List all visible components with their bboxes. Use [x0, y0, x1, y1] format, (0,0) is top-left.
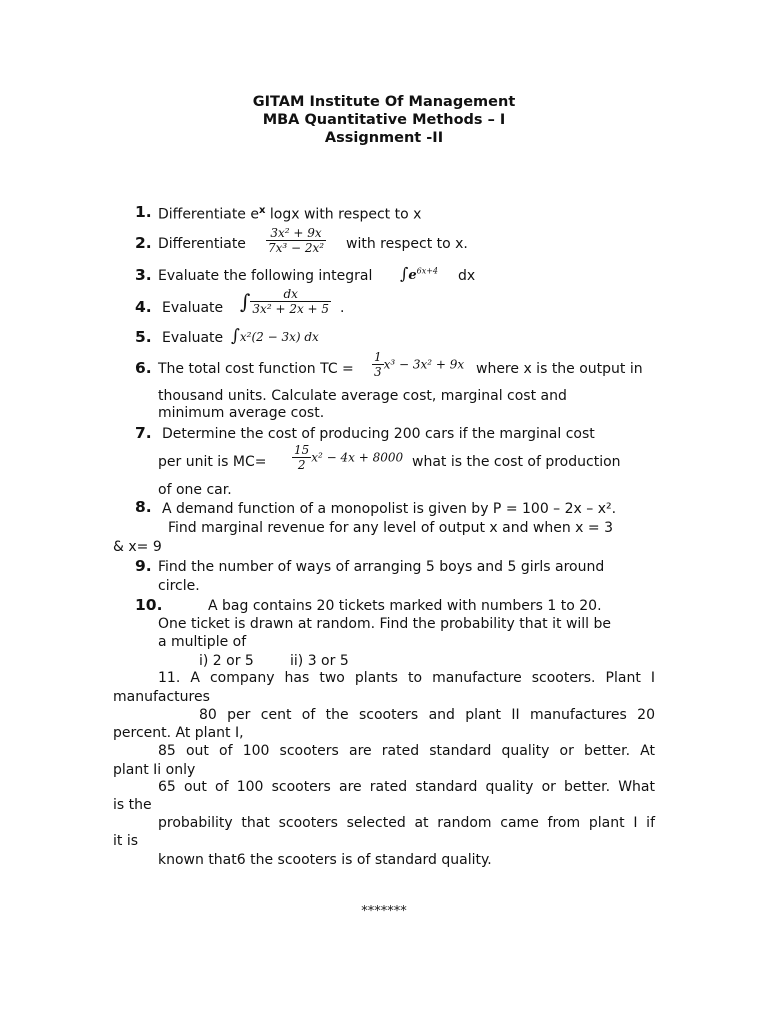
- question-11-line-3: 80 per cent of the scooters and plant II manufactures 20: [199, 707, 655, 723]
- question-1: [158, 205, 421, 223]
- question-11-line-11: known that6 the scooters is of standard quality.: [158, 852, 492, 868]
- integral-sign: ∫: [400, 264, 409, 283]
- question-4-numerator: dx: [250, 287, 331, 302]
- question-5-text-a: Evaluate: [162, 330, 224, 346]
- question-8-line-1: A demand function of a monopolist is given by P = 100 – 2x – x².: [162, 501, 617, 517]
- question-10-line-2: One ticket is drawn at random. Find the probability that it will be: [158, 616, 612, 632]
- question-6-text-b: where x is the output in: [476, 361, 643, 377]
- end-marker: *******: [361, 904, 407, 919]
- question-number-4: 4.: [135, 298, 152, 316]
- question-7-denominator: 2: [297, 458, 306, 472]
- question-11-line-9: probability that scooters selected at random came from plant I if: [158, 815, 655, 831]
- question-9-line-1: Find the number of ways of arranging 5 boys and 5 girls around: [158, 559, 605, 575]
- question-5-integrand: x²(2 − 3x) dx: [239, 330, 319, 344]
- question-6-expression: [372, 350, 464, 379]
- integral-sign: ∫: [231, 326, 240, 346]
- question-1-sup: x: [259, 205, 266, 216]
- question-11-line-6: plant Ii only: [113, 762, 196, 778]
- question-1-text-a: Differentiate e: [158, 206, 259, 223]
- question-7-text-a: per unit is MC=: [158, 454, 267, 470]
- question-5-expression: [231, 326, 319, 346]
- question-number-9: 9.: [135, 557, 152, 575]
- question-number-10: 10.: [135, 596, 163, 614]
- question-11-line-5: 85 out of 100 scooters are rated standard quality or better. At: [158, 743, 655, 759]
- question-4-text-a: Evaluate: [162, 300, 224, 316]
- question-number-2: 2.: [135, 234, 152, 252]
- question-3-base: e: [408, 268, 417, 283]
- question-number-7: 7.: [135, 424, 152, 442]
- question-2-numerator: 3x² + 9x: [266, 226, 326, 241]
- question-number-8: 8.: [135, 498, 152, 516]
- question-11-line-2: manufactures: [113, 689, 210, 705]
- institute-title: GITAM Institute Of Management: [252, 94, 516, 110]
- question-11-line-7: 65 out of 100 scooters are rated standard quality or better. What: [158, 779, 655, 795]
- question-3-exponent: 6x+4: [416, 266, 439, 276]
- question-6-polynomial: x³ − 3x² + 9x: [383, 357, 465, 372]
- question-4-text-b: .: [340, 300, 345, 316]
- course-title: MBA Quantitative Methods – I: [262, 112, 506, 128]
- question-11-line-4: percent. At plant I,: [113, 725, 244, 741]
- question-11-line-10: it is: [113, 833, 139, 849]
- integral-sign: ∫: [240, 289, 251, 314]
- question-1-text-b: logx with respect to x: [265, 206, 422, 223]
- question-4-expression: [240, 287, 331, 316]
- question-7-numerator: 15: [294, 443, 310, 457]
- question-7-expression: [292, 443, 403, 472]
- question-number-6: 6.: [135, 359, 152, 377]
- question-7-line-1: Determine the cost of producing 200 cars if the marginal cost: [162, 426, 595, 442]
- question-6-denominator: 3: [374, 365, 382, 379]
- question-6-line-3: minimum average cost.: [158, 405, 325, 421]
- question-11-line-1: 11. A company has two plants to manufacture scooters. Plant I: [158, 670, 655, 686]
- question-6-numerator: 1: [374, 350, 382, 364]
- question-10-line-1: A bag contains 20 tickets marked with numbers 1 to 20.: [208, 598, 602, 614]
- question-7-line-3: of one car.: [158, 482, 232, 498]
- question-number-5: 5.: [135, 328, 152, 346]
- question-10-option-1: i) 2 or 5: [199, 653, 254, 669]
- question-2-denominator: 7x³ − 2x²: [268, 241, 325, 255]
- question-3-text-b: dx: [458, 268, 476, 284]
- question-2-text-a: Differentiate: [158, 236, 246, 252]
- question-7-text-b: what is the cost of production: [412, 454, 621, 470]
- question-number-3: 3.: [135, 266, 152, 284]
- question-11-line-8: is the: [113, 797, 152, 813]
- question-7-polynomial: x² − 4x + 8000: [311, 450, 404, 465]
- question-10-line-3: a multiple of: [158, 634, 247, 650]
- assignment-title: Assignment -II: [324, 130, 444, 146]
- question-6-line-2: thousand units. Calculate average cost, marginal cost and: [158, 388, 567, 404]
- question-2-fraction: [266, 226, 326, 255]
- question-4-denominator: 3x² + 2x + 5: [252, 302, 330, 316]
- question-10-option-2: ii) 3 or 5: [290, 653, 349, 669]
- question-9-line-2: circle.: [158, 578, 200, 594]
- question-3-integral: [400, 264, 438, 283]
- question-3-text-a: Evaluate the following integral: [158, 268, 373, 284]
- question-number-1: 1.: [135, 203, 152, 221]
- question-8-line-3: & x= 9: [113, 539, 162, 555]
- question-6-text-a: The total cost function TC =: [158, 361, 354, 377]
- question-8-line-2: Find marginal revenue for any level of output x and when x = 3: [168, 520, 614, 536]
- question-2-text-b: with respect to x.: [346, 236, 468, 252]
